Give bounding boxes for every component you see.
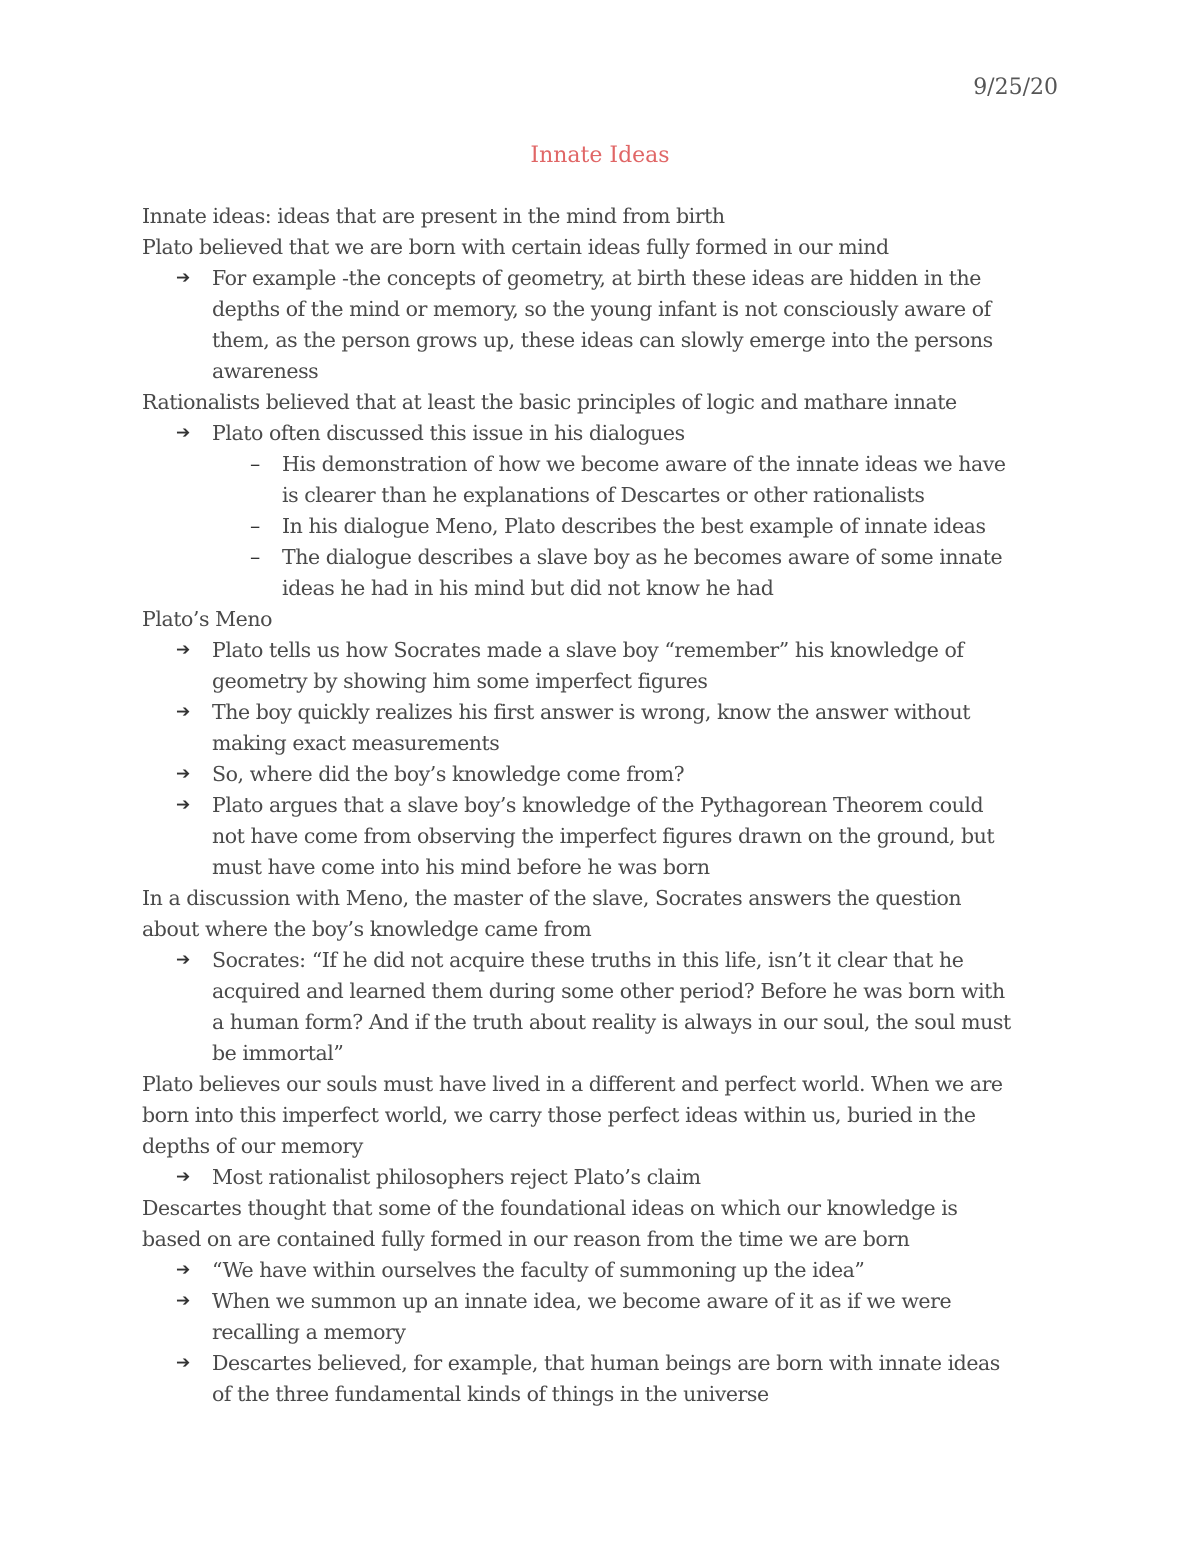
arrow-bullet-icon: ➔ [176,764,190,784]
dash-list [142,449,1062,604]
arrow-bullet-icon: ➔ [176,1167,190,1187]
paragraph: Rationalists believed that at least the basic principles of logic and mathare innate [142,390,957,414]
arrow-bullet-icon: ➔ [176,268,190,288]
list-item: ➔ Descartes believed, for example, that human beings are born with innate ideas of the three fundamental kinds of things in the universe [142,1348,1062,1410]
arrow-list [142,635,1062,883]
arrow-bullet-icon: ➔ [176,950,190,970]
dash-bullet-icon: – [250,514,260,538]
paragraph: Descartes thought that some of the foundational ideas on which our knowledge is based on are contained fully formed in our reason from the time we are born [142,1196,958,1251]
section-heading: Plato’s Meno [142,607,272,631]
list-item: ➔ Plato argues that a slave boy’s knowledge of the Pythagorean Theorem could not have come from observing the imperfect figures drawn on the ground, but must have come into his mind before he was born [142,790,1062,883]
list-item: ➔ “We have within ourselves the faculty of summoning up the idea” [142,1255,1062,1286]
paragraph: Plato believes our souls must have lived in a different and perfect world. When we are born into this imperfect world, we carry those perfect ideas within us, buried in the depths of our memory [142,1072,1003,1158]
paragraph: Plato believed that we are born with certain ideas fully formed in our mind [142,235,889,259]
arrow-bullet-icon: ➔ [176,1353,190,1373]
arrow-bullet-icon: ➔ [176,640,190,660]
list-item: – In his dialogue Meno, Plato describes the best example of innate ideas [142,511,1062,542]
list-item: ➔ For example -the concepts of geometry, at birth these ideas are hidden in the depths of the mind or memory, so the young infant is not consciously aware of them, as the person grows up, these ideas can slowly emerge into the persons awareness [142,263,1062,387]
paragraph: In a discussion with Meno, the master of the slave, Socrates answers the question about where the boy’s knowledge came from [142,886,962,941]
arrow-list [142,418,1062,449]
arrow-list [142,1255,1062,1410]
list-item: ➔ So, where did the boy’s knowledge come from? [142,759,1062,790]
list-item: ➔ When we summon up an innate idea, we become aware of it as if we were recalling a memory [142,1286,1062,1348]
arrow-bullet-icon: ➔ [176,1260,190,1280]
list-item: ➔ Plato tells us how Socrates made a slave boy “remember” his knowledge of geometry by showing him some imperfect figures [142,635,1062,697]
list-item: ➔ The boy quickly realizes his first answer is wrong, know the answer without making exact measurements [142,697,1062,759]
arrow-list [142,945,1062,1069]
list-item: – His demonstration of how we become aware of the innate ideas we have is clearer than he explanations of Descartes or other rationalists [142,449,1062,511]
arrow-list [142,263,1062,387]
paragraph: Innate ideas: ideas that are present in the mind from birth [142,204,725,228]
list-item: ➔ Plato often discussed this issue in his dialogues [142,418,1062,449]
list-item: ➔ Socrates: “If he did not acquire these truths in this life, isn’t it clear that he acquired and learned them during some other period? Before he was born with a human form? And if the truth about reality is always in our soul, the soul must be immortal” [142,945,1062,1069]
arrow-bullet-icon: ➔ [176,795,190,815]
document-body [142,201,1062,1410]
dash-bullet-icon: – [250,545,260,569]
arrow-bullet-icon: ➔ [176,1291,190,1311]
document-date: 9/25/20 [973,75,1058,100]
document-title: Innate Ideas [530,143,670,168]
arrow-list [142,1162,1062,1193]
dash-bullet-icon: – [250,452,260,476]
list-item: ➔ Most rationalist philosophers reject Plato’s claim [142,1162,1062,1193]
arrow-bullet-icon: ➔ [176,423,190,443]
list-item: – The dialogue describes a slave boy as he becomes aware of some innate ideas he had in his mind but did not know he had [142,542,1062,604]
arrow-bullet-icon: ➔ [176,702,190,722]
